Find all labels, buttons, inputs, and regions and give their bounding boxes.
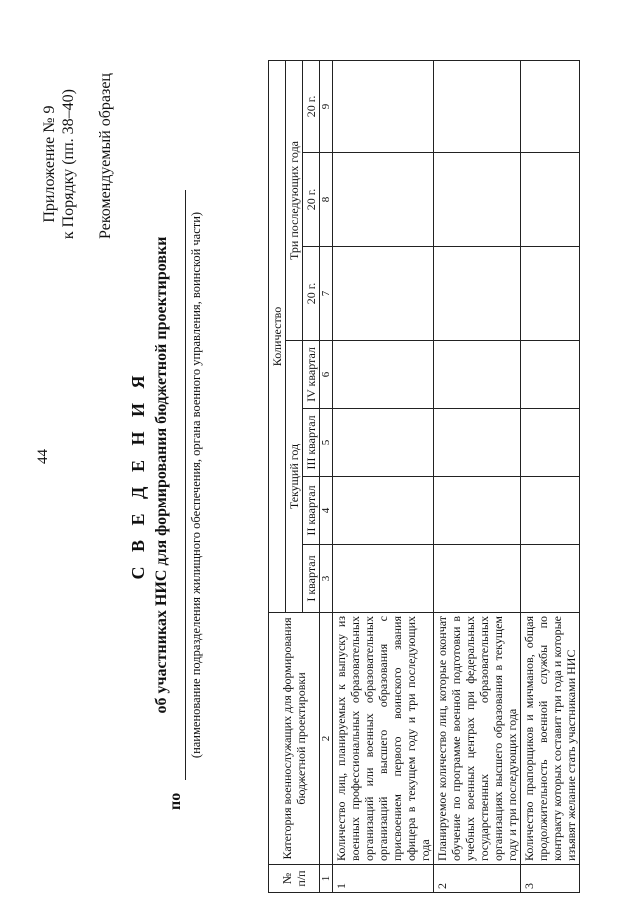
header-next-years: Три последующих года <box>286 60 303 340</box>
value-cell[interactable] <box>333 545 434 613</box>
value-cell[interactable] <box>333 60 434 152</box>
value-cell[interactable] <box>434 153 521 247</box>
document-sheet <box>0 45 640 905</box>
value-cell[interactable] <box>333 477 434 545</box>
header-year-1: 20 г. <box>303 247 320 341</box>
value-cell[interactable] <box>434 545 521 613</box>
value-cell[interactable] <box>521 477 580 545</box>
page-number: 44 <box>35 449 51 464</box>
value-cell[interactable] <box>333 409 434 477</box>
value-cell[interactable] <box>434 60 521 152</box>
column-number: 7 <box>320 247 333 341</box>
value-cell[interactable] <box>521 153 580 247</box>
row-number: 1 <box>333 865 434 893</box>
appendix-reference: к Порядку (пп. 38–40) <box>60 89 77 240</box>
column-number: 3 <box>320 545 333 613</box>
row-category: Количество прапорщиков и мичманов, общая продолжительность военной службы по контракту которых составит три года и которые изъявят желание стать участниками НИС <box>521 613 580 865</box>
header-quantity: Количество <box>269 60 286 612</box>
header-quarter-2: II квартал <box>303 477 320 545</box>
header-quarter-3: III квартал <box>303 409 320 477</box>
unit-name-caption: (наименование подразделения жилищного обеспечения, органа военного управления, воинской части) <box>189 211 203 759</box>
po-label: по <box>167 792 184 810</box>
table-row <box>521 60 580 892</box>
value-cell[interactable] <box>333 341 434 409</box>
row-category: Планируемое количество лиц, которые окончат обучение по программе военной подготовки в учебных военных центрах при федеральных государственных образовательных организациях высшего образования в текущем году и три последующих года <box>434 613 521 865</box>
value-cell[interactable] <box>521 341 580 409</box>
column-number: 4 <box>320 477 333 545</box>
column-number: 1 <box>320 865 333 893</box>
column-number: 6 <box>320 341 333 409</box>
appendix-block <box>40 89 78 239</box>
value-cell[interactable] <box>333 247 434 341</box>
appendix-title: Приложение № 9 <box>41 105 58 223</box>
unit-name-line <box>185 190 186 780</box>
document-subtitle: об участниках НИС для формирования бюджетной проектировки <box>153 236 170 714</box>
row-number: 2 <box>434 865 521 893</box>
recommended-sample-label: Рекомендуемый образец <box>97 73 114 239</box>
column-number-row <box>320 60 333 892</box>
value-cell[interactable] <box>434 409 521 477</box>
column-number: 2 <box>320 613 333 865</box>
value-cell[interactable] <box>521 409 580 477</box>
document-heading <box>128 45 171 905</box>
column-number: 5 <box>320 409 333 477</box>
header-category: Категория военнослужащих для формирования бюджетной проектировки <box>269 613 320 865</box>
value-cell[interactable] <box>434 477 521 545</box>
column-number: 8 <box>320 153 333 247</box>
document-title: С В Е Д Е Н И Я <box>128 370 148 580</box>
value-cell[interactable] <box>521 60 580 152</box>
header-num: № п/п <box>269 865 320 893</box>
header-current-year: Текущий год <box>286 341 303 613</box>
header-quarter-4: IV квартал <box>303 341 320 409</box>
row-category: Количество лиц, планируемых к выпуску из военных профессиональных образовательных организаций или военных образовательных организаций высшего образования с присвоением первого воинского звания офицера в текущем году и три последующих года <box>333 613 434 865</box>
row-number: 3 <box>521 865 580 893</box>
value-cell[interactable] <box>333 153 434 247</box>
data-table <box>268 60 580 893</box>
header-quarter-1: I квартал <box>303 545 320 613</box>
header-year-3: 20 г. <box>303 60 320 152</box>
table-row <box>434 60 521 892</box>
header-year-2: 20 г. <box>303 153 320 247</box>
table-header-row <box>269 60 286 892</box>
value-cell[interactable] <box>521 545 580 613</box>
value-cell[interactable] <box>434 341 521 409</box>
column-number: 9 <box>320 60 333 152</box>
value-cell[interactable] <box>434 247 521 341</box>
table-row <box>333 60 434 892</box>
value-cell[interactable] <box>521 247 580 341</box>
